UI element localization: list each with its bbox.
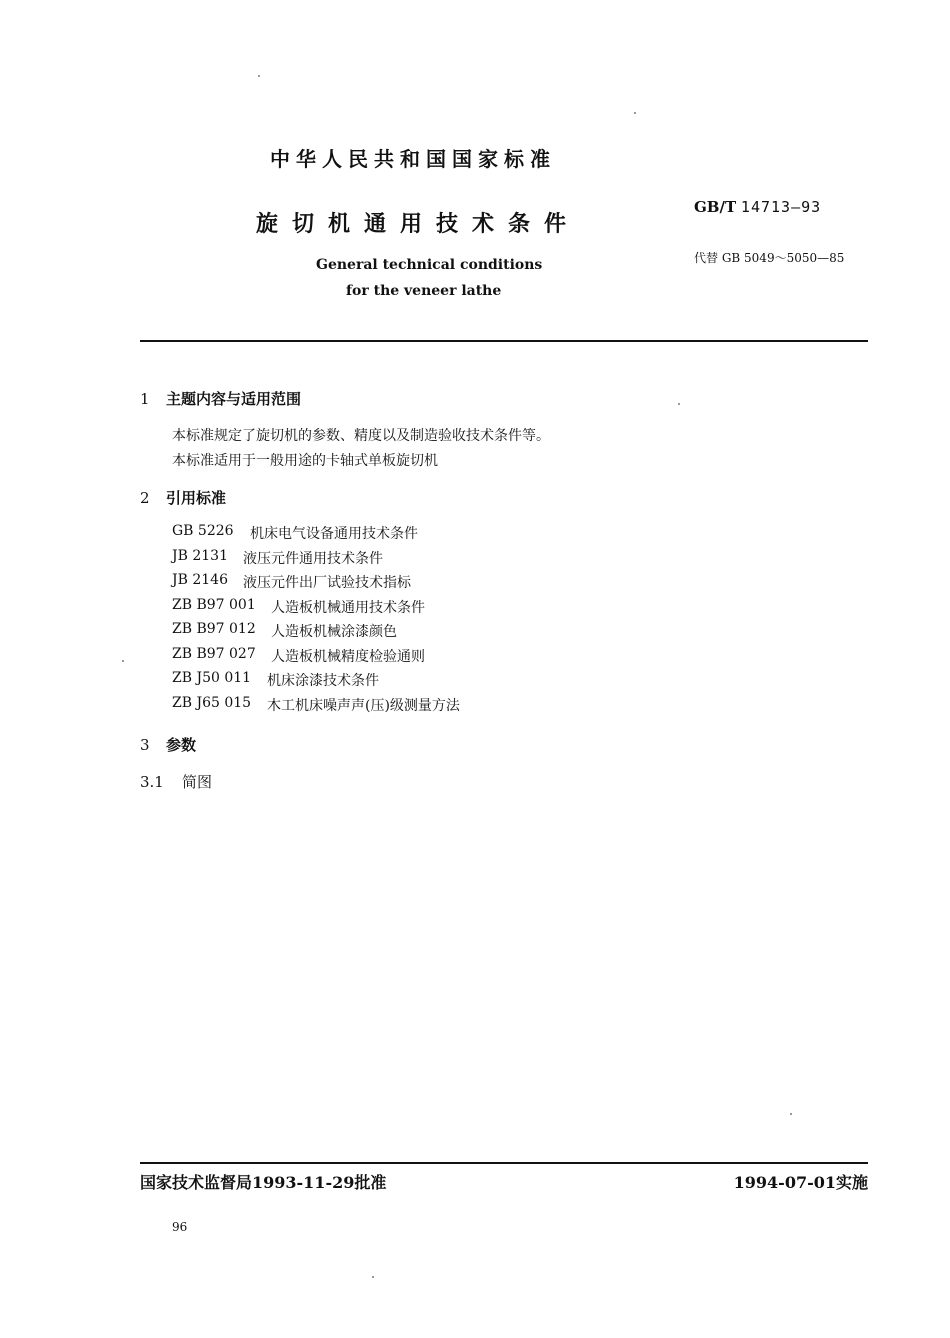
reference-code: GB 5226 (172, 523, 234, 539)
document-title-cn: 旋切机通用技术条件 (256, 211, 581, 237)
reference-title: 人造板机械精度检验通则 (271, 649, 425, 665)
reference-code: ZB B97 012 (172, 621, 256, 637)
paragraph: 本标准规定了旋切机的参数、精度以及制造验收技术条件等。 (172, 428, 550, 444)
scan-speck (258, 75, 260, 77)
standard-code-number: 14713—93 (740, 198, 822, 216)
reference-code: JB 2131 (172, 548, 228, 564)
section-title: 主题内容与适用范围 (166, 390, 302, 408)
section-number: 3.1 (140, 773, 164, 791)
reference-title: 木工机床噪声声(压)级测量方法 (267, 698, 460, 714)
section-title: 参数 (166, 736, 197, 754)
effective-date-note: 1994-07-01实施 (733, 1173, 868, 1192)
reference-title: 人造板机械通用技术条件 (271, 600, 425, 616)
page-number: 96 (172, 1220, 188, 1234)
reference-title: 人造板机械涂漆颜色 (271, 624, 397, 640)
scan-speck (122, 660, 124, 662)
reference-code: JB 2146 (172, 572, 228, 588)
standard-code (694, 198, 821, 216)
footer-divider (140, 1162, 868, 1164)
document-title-en-line2: for the veneer lathe (346, 283, 502, 299)
header-divider (140, 340, 868, 342)
reference-code: ZB B97 027 (172, 646, 256, 662)
reference-code: ZB J65 015 (172, 695, 252, 711)
reference-title: 液压元件出厂试验技术指标 (243, 575, 411, 591)
section-number: 1 (140, 390, 150, 408)
document-title-en-line1: General technical conditions (316, 257, 543, 273)
approval-note: 国家技术监督局1993-11-29批准 (140, 1173, 387, 1192)
reference-code: ZB J50 011 (172, 670, 252, 686)
replaces-note: 代替 GB 5049～5050—85 (694, 251, 845, 265)
reference-title: 机床电气设备通用技术条件 (250, 526, 418, 542)
section-title: 引用标准 (166, 489, 227, 507)
section-number: 2 (140, 489, 150, 507)
scan-speck (372, 1276, 374, 1278)
reference-title: 机床涂漆技术条件 (267, 673, 379, 689)
section-3-heading (140, 734, 196, 755)
section-number: 3 (140, 736, 150, 754)
reference-title: 液压元件通用技术条件 (243, 551, 383, 567)
reference-code: ZB B97 001 (172, 597, 256, 613)
national-standard-heading: 中华人民共和国国家标准 (270, 147, 556, 171)
scan-speck (634, 112, 636, 114)
section-1-heading (140, 388, 301, 409)
section-title: 简图 (182, 773, 213, 791)
scan-speck (790, 1113, 792, 1115)
section-2-heading (140, 487, 226, 508)
scan-speck (678, 403, 680, 405)
paragraph: 本标准适用于一般用途的卡轴式单板旋切机 (172, 453, 438, 469)
section-3-1-heading (140, 771, 212, 792)
standard-code-prefix: GB/T (694, 198, 737, 216)
